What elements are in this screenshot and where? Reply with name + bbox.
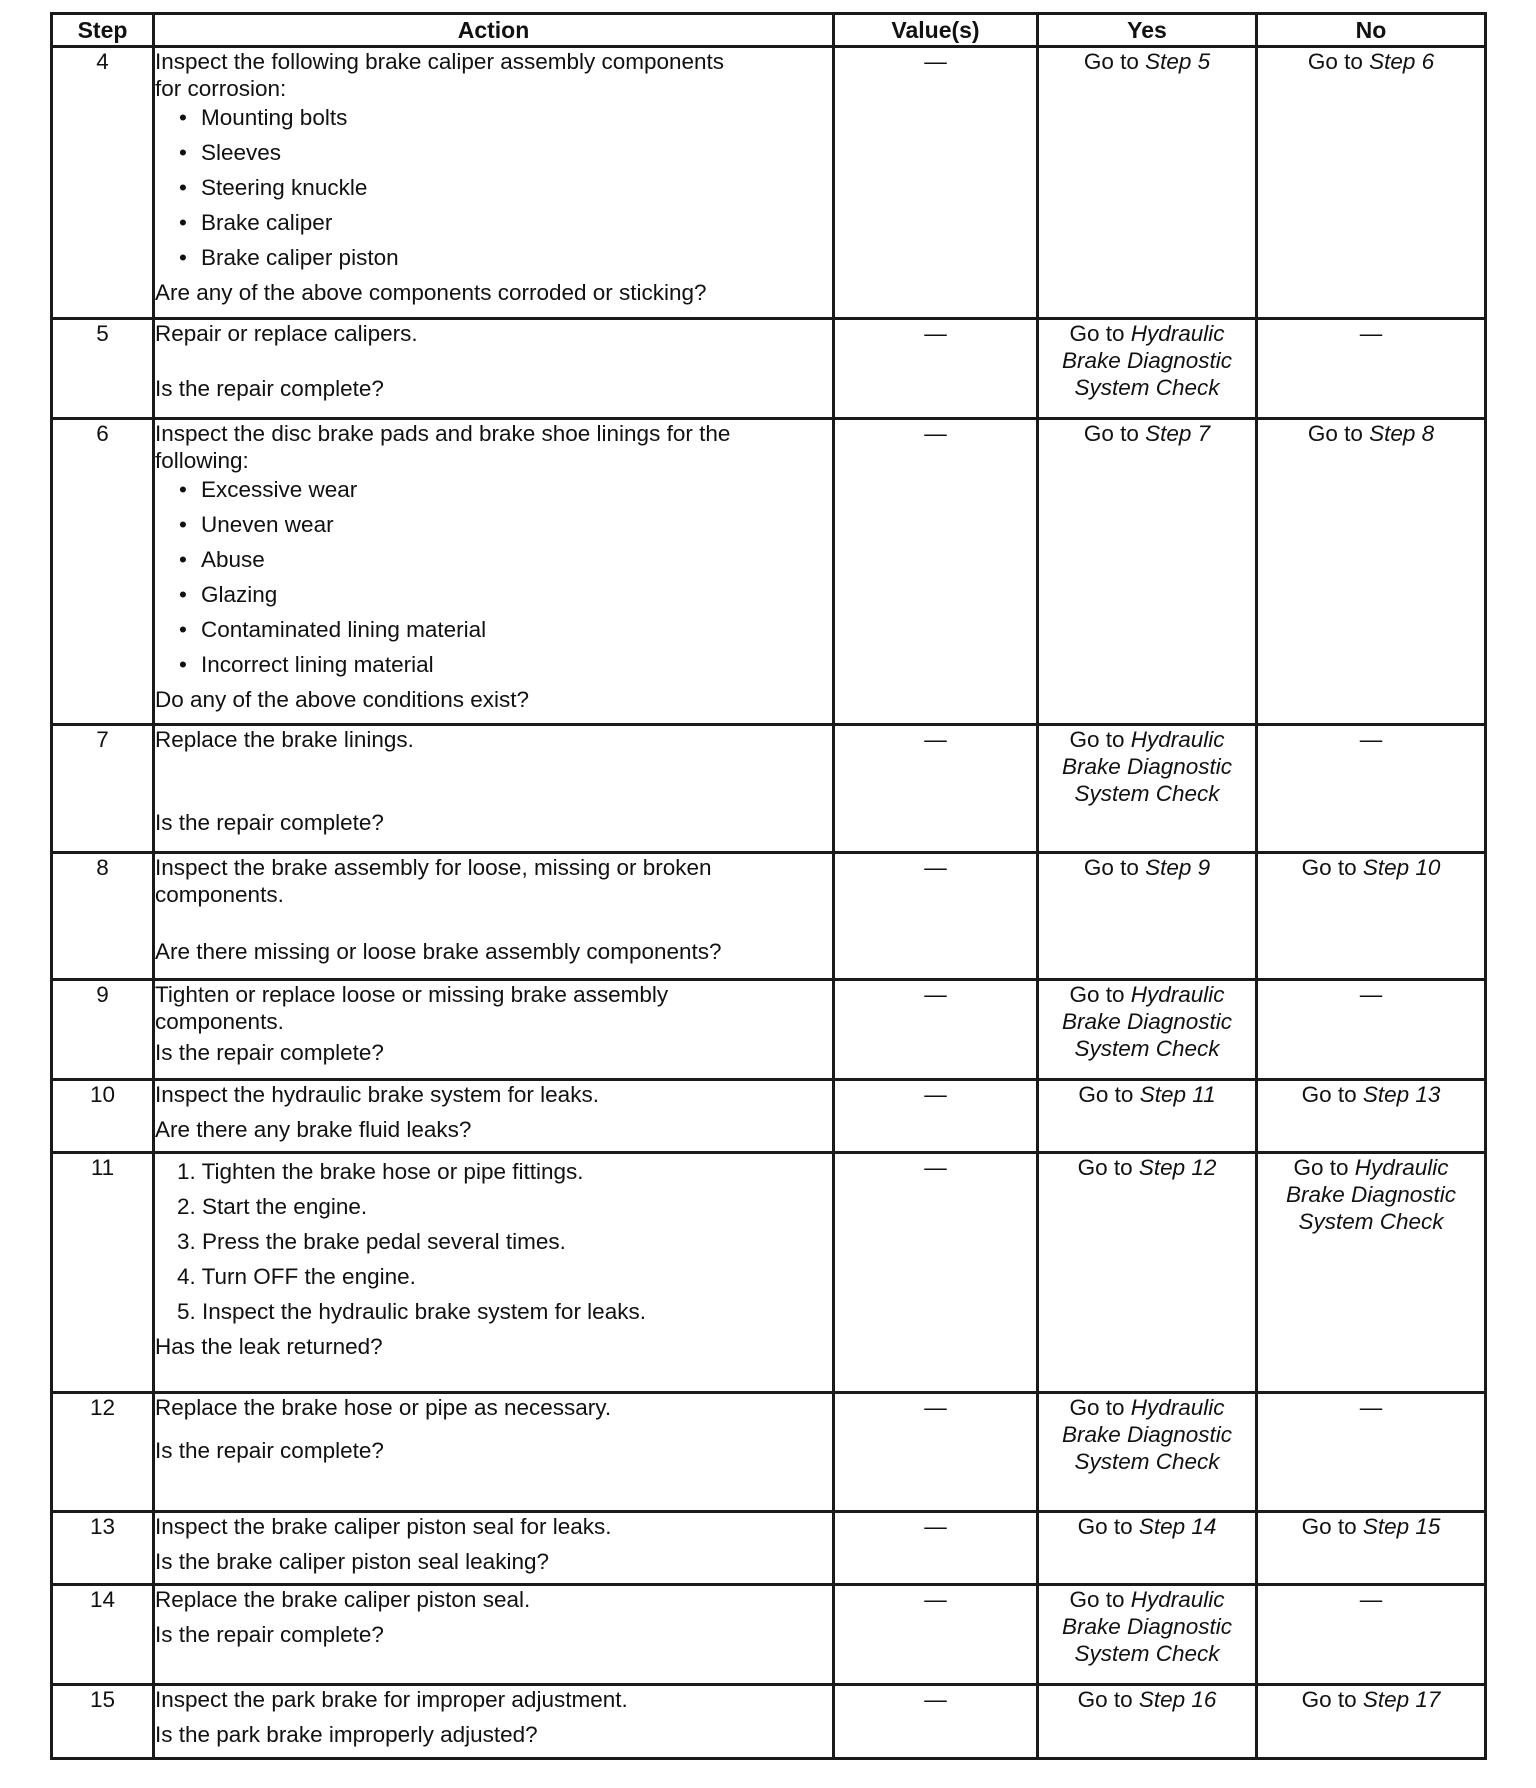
- yes-cell: [1038, 1585, 1257, 1685]
- header-row: [52, 14, 1486, 47]
- value-cell: —: [834, 419, 1038, 725]
- yes-cell: [1038, 1153, 1257, 1393]
- list-item: 5. Inspect the hydraulic brake system for leaks.: [177, 1299, 646, 1324]
- no-cell: [1257, 1512, 1486, 1585]
- list-item: • Contaminated lining material: [177, 616, 832, 643]
- step-number: 9: [52, 980, 154, 1080]
- hydraulic-check-link: System Check: [1074, 1036, 1220, 1061]
- list-item: • Brake caliper: [177, 209, 832, 236]
- table-row-step-6: [52, 419, 1486, 725]
- step-ref-link: Step 5: [1145, 49, 1211, 74]
- no-cell: [1257, 419, 1486, 725]
- hydraulic-check-link: Hydraulic: [1130, 1587, 1225, 1612]
- hydraulic-check-link: Brake Diagnostic: [1061, 1614, 1233, 1639]
- step-ref-link: Step 7: [1145, 421, 1211, 446]
- table-row-step-11: [52, 1153, 1486, 1393]
- goto-label: Go to: [1301, 1082, 1357, 1107]
- yes-cell: [1038, 1685, 1257, 1759]
- list-item: • Incorrect lining material: [177, 651, 832, 678]
- question-text: Are any of the above components corroded or sticking?: [155, 280, 707, 305]
- value-cell: —: [834, 1153, 1038, 1393]
- yes-cell: [1038, 47, 1257, 319]
- table-row-step-5: [52, 319, 1486, 419]
- step-ref-link: Step 14: [1138, 1514, 1217, 1539]
- bullet-list: [155, 476, 832, 678]
- table-row-step-10: [52, 1080, 1486, 1153]
- goto-label: Go to: [1307, 49, 1363, 74]
- step-number: 11: [52, 1153, 154, 1393]
- step-number: 15: [52, 1685, 154, 1759]
- action-text: Inspect the following brake caliper assembly components: [155, 49, 725, 74]
- goto-label: Go to: [1078, 1082, 1134, 1107]
- question-text: Are there missing or loose brake assembly components?: [155, 939, 722, 964]
- no-cell: —: [1257, 980, 1486, 1080]
- goto-label: Go to: [1083, 421, 1139, 446]
- goto-label: Go to: [1069, 1587, 1125, 1612]
- question-text: Is the repair complete?: [155, 376, 384, 401]
- list-item: • Abuse: [177, 546, 832, 573]
- yes-cell: [1038, 853, 1257, 980]
- table-row-step-12: [52, 1393, 1486, 1512]
- step-number: 10: [52, 1080, 154, 1153]
- action-text: Inspect the brake assembly for loose, missing or broken: [155, 855, 712, 880]
- numbered-list: [155, 1158, 832, 1325]
- action-cell: [154, 47, 834, 319]
- action-text: components.: [155, 1009, 284, 1034]
- goto-label: Go to: [1301, 1514, 1357, 1539]
- header-values: Value(s): [834, 14, 1038, 47]
- action-cell: [154, 1685, 834, 1759]
- no-cell: [1257, 1153, 1486, 1393]
- table-row-step-8: [52, 853, 1486, 980]
- goto-label: Go to: [1069, 982, 1125, 1007]
- step-number: 8: [52, 853, 154, 980]
- question-text: Is the repair complete?: [155, 1622, 384, 1647]
- value-cell: —: [834, 47, 1038, 319]
- yes-cell: [1038, 1393, 1257, 1512]
- question-text: Is the brake caliper piston seal leaking?: [155, 1549, 549, 1574]
- action-cell: [154, 1585, 834, 1685]
- action-text: for corrosion:: [155, 76, 287, 101]
- step-ref-link: Step 6: [1369, 49, 1435, 74]
- step-ref-link: Step 8: [1369, 421, 1435, 446]
- value-cell: —: [834, 1512, 1038, 1585]
- hydraulic-check-link: System Check: [1074, 1641, 1220, 1666]
- step-number: 6: [52, 419, 154, 725]
- list-item: • Mounting bolts: [177, 104, 832, 131]
- question-text: Is the repair complete?: [155, 1438, 384, 1463]
- hydraulic-check-link: System Check: [1074, 375, 1220, 400]
- bullet-list: [155, 104, 832, 271]
- question-text: Is the park brake improperly adjusted?: [155, 1722, 538, 1747]
- action-text: Inspect the park brake for improper adjustment.: [155, 1687, 628, 1712]
- goto-label: Go to: [1077, 1155, 1133, 1180]
- action-cell: [154, 853, 834, 980]
- goto-label: Go to: [1301, 855, 1357, 880]
- goto-label: Go to: [1069, 321, 1125, 346]
- diagnostic-table: [50, 12, 1487, 1760]
- yes-cell: [1038, 980, 1257, 1080]
- step-ref-link: Step 12: [1138, 1155, 1217, 1180]
- table-row-step-14: [52, 1585, 1486, 1685]
- no-cell: [1257, 1080, 1486, 1153]
- hydraulic-check-link: Brake Diagnostic: [1061, 754, 1233, 779]
- value-cell: —: [834, 1685, 1038, 1759]
- yes-cell: [1038, 725, 1257, 853]
- hydraulic-check-link: Brake Diagnostic: [1061, 1009, 1233, 1034]
- header-yes: Yes: [1038, 14, 1257, 47]
- value-cell: —: [834, 853, 1038, 980]
- action-cell: [154, 419, 834, 725]
- action-text: Replace the brake caliper piston seal.: [155, 1587, 531, 1612]
- goto-label: Go to: [1301, 1687, 1357, 1712]
- action-cell: [154, 980, 834, 1080]
- value-cell: —: [834, 725, 1038, 853]
- list-item: 2. Start the engine.: [177, 1194, 368, 1219]
- value-cell: —: [834, 980, 1038, 1080]
- action-cell: [154, 1153, 834, 1393]
- value-cell: —: [834, 1080, 1038, 1153]
- hydraulic-check-link: System Check: [1074, 781, 1220, 806]
- hydraulic-check-link: System Check: [1074, 1449, 1220, 1474]
- action-text: Tighten or replace loose or missing brake assembly: [155, 982, 669, 1007]
- action-text: components.: [155, 882, 284, 907]
- yes-cell: [1038, 1080, 1257, 1153]
- action-text: Repair or replace calipers.: [155, 321, 418, 346]
- step-number: 7: [52, 725, 154, 853]
- no-cell: [1257, 47, 1486, 319]
- goto-label: Go to: [1069, 727, 1125, 752]
- hydraulic-check-link: Brake Diagnostic: [1285, 1182, 1457, 1207]
- hydraulic-check-link: Hydraulic: [1354, 1155, 1449, 1180]
- step-number: 5: [52, 319, 154, 419]
- yes-cell: [1038, 319, 1257, 419]
- table-row-step-9: [52, 980, 1486, 1080]
- action-text: Inspect the hydraulic brake system for leaks.: [155, 1082, 599, 1107]
- table-row-step-7: [52, 725, 1486, 853]
- goto-label: Go to: [1077, 1687, 1133, 1712]
- question-text: Is the repair complete?: [155, 1040, 384, 1065]
- action-cell: [154, 725, 834, 853]
- table-row-step-4: [52, 47, 1486, 319]
- list-item: • Glazing: [177, 581, 832, 608]
- list-item: 1. Tighten the brake hose or pipe fittings.: [177, 1159, 584, 1184]
- no-cell: [1257, 853, 1486, 980]
- hydraulic-check-link: Hydraulic: [1130, 727, 1225, 752]
- goto-label: Go to: [1069, 1395, 1125, 1420]
- value-cell: —: [834, 1585, 1038, 1685]
- action-text: Inspect the brake caliper piston seal for leaks.: [155, 1514, 612, 1539]
- no-cell: —: [1257, 1393, 1486, 1512]
- step-number: 14: [52, 1585, 154, 1685]
- header-step: Step: [52, 14, 154, 47]
- goto-label: Go to: [1077, 1514, 1133, 1539]
- table-row-step-13: [52, 1512, 1486, 1585]
- list-item: • Excessive wear: [177, 476, 832, 503]
- header-action: Action: [154, 14, 834, 47]
- goto-label: Go to: [1293, 1155, 1349, 1180]
- hydraulic-check-link: Brake Diagnostic: [1061, 1422, 1233, 1447]
- goto-label: Go to: [1307, 421, 1363, 446]
- value-cell: —: [834, 319, 1038, 419]
- yes-cell: [1038, 1512, 1257, 1585]
- no-cell: —: [1257, 1585, 1486, 1685]
- action-text: Replace the brake hose or pipe as necessary.: [155, 1395, 612, 1420]
- action-text: Inspect the disc brake pads and brake shoe linings for the: [155, 421, 731, 446]
- question-text: Do any of the above conditions exist?: [155, 687, 529, 712]
- no-cell: [1257, 1685, 1486, 1759]
- action-cell: [154, 1080, 834, 1153]
- question-text: Is the repair complete?: [155, 810, 384, 835]
- table-row-step-15: [52, 1685, 1486, 1759]
- list-item: 3. Press the brake pedal several times.: [177, 1229, 566, 1254]
- step-ref-link: Step 9: [1145, 855, 1211, 880]
- action-cell: [154, 319, 834, 419]
- step-number: 4: [52, 47, 154, 319]
- step-ref-link: Step 15: [1362, 1514, 1441, 1539]
- list-item: 4. Turn OFF the engine.: [177, 1264, 416, 1289]
- step-number: 13: [52, 1512, 154, 1585]
- yes-cell: [1038, 419, 1257, 725]
- question-text: Has the leak returned?: [155, 1334, 383, 1359]
- action-text: Replace the brake linings.: [155, 727, 414, 752]
- step-ref-link: Step 10: [1362, 855, 1441, 880]
- action-text: following:: [155, 448, 249, 473]
- step-ref-link: Step 17: [1362, 1687, 1441, 1712]
- list-item: • Brake caliper piston: [177, 244, 832, 271]
- list-item: • Steering knuckle: [177, 174, 832, 201]
- hydraulic-check-link: Brake Diagnostic: [1061, 348, 1233, 373]
- step-ref-link: Step 13: [1362, 1082, 1441, 1107]
- action-cell: [154, 1512, 834, 1585]
- list-item: • Uneven wear: [177, 511, 832, 538]
- no-cell: —: [1257, 725, 1486, 853]
- hydraulic-check-link: Hydraulic: [1130, 321, 1225, 346]
- list-item: • Sleeves: [177, 139, 832, 166]
- goto-label: Go to: [1083, 49, 1139, 74]
- action-cell: [154, 1393, 834, 1512]
- step-ref-link: Step 16: [1138, 1687, 1217, 1712]
- step-number: 12: [52, 1393, 154, 1512]
- no-cell: —: [1257, 319, 1486, 419]
- hydraulic-check-link: Hydraulic: [1130, 982, 1225, 1007]
- value-cell: —: [834, 1393, 1038, 1512]
- goto-label: Go to: [1083, 855, 1139, 880]
- step-ref-link: Step 11: [1139, 1082, 1216, 1107]
- question-text: Are there any brake fluid leaks?: [155, 1117, 472, 1142]
- hydraulic-check-link: Hydraulic: [1130, 1395, 1225, 1420]
- header-no: No: [1257, 14, 1486, 47]
- hydraulic-check-link: System Check: [1298, 1209, 1444, 1234]
